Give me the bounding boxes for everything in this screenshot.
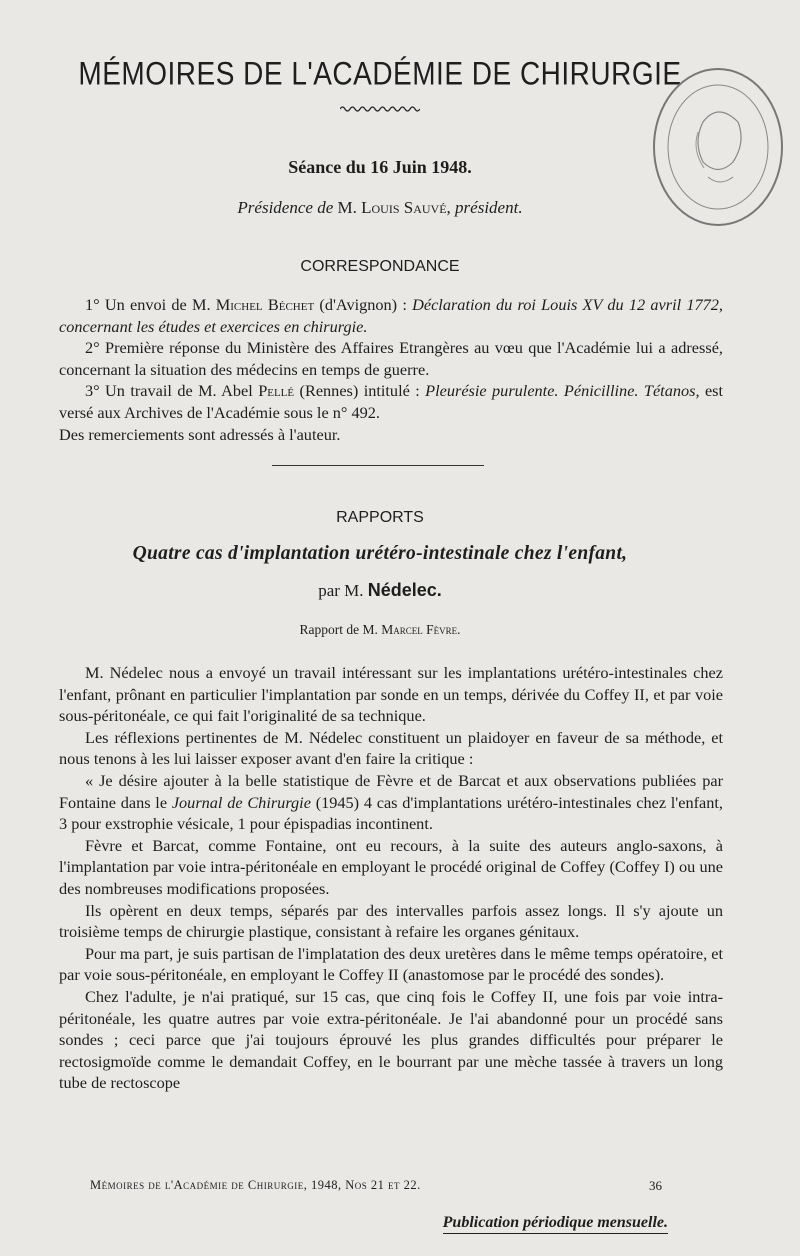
- section-heading-correspondance: CORRESPONDANCE: [300, 258, 460, 275]
- rapporteur-line: [0, 622, 760, 638]
- body-paragraph: Chez l'adulte, je n'ai pratiqué, sur 15 cas, que cinq fois le Coffey II, une fois par voie intra-péritonéale, les quatre autres par voie extra-péritonéale. Je l'ai abandonné pour un procédé sans sondes ; ceci parce que j'ai toujours éprouvé les plus grandes difficultés pour préparer le rectosigmoïde comme le demandait Coffey, en le bourrant par une mèche tassée à travers un long tube de rectoscope: [59, 986, 723, 1093]
- item-name: Michel Béchet: [215, 295, 315, 314]
- paragraph-segment: « Je désire ajouter à la belle statistique de Fèvre et de Barcat et aux observations publiées par Fontaine dans le: [59, 770, 723, 812]
- body-paragraph: Fèvre et Barcat, comme Fontaine, ont eu recours, à la suite des auteurs anglo-saxons, à l'implantation par voie intra-péritonéale en employant le procédé original de Coffey (Coffey I) ou une des nombreuses modifications proposées.: [59, 835, 723, 898]
- author-prefix: par M.: [318, 581, 364, 600]
- journal-title: MÉMOIRES DE L'ACADÉMIE DE CHIRURGIE: [78, 55, 682, 92]
- rapporteur-name: Marcel Fèvre.: [381, 622, 461, 637]
- author-line: [0, 580, 760, 601]
- item-mid: (Rennes) intitulé :: [299, 381, 420, 401]
- page-footer: [90, 1178, 670, 1193]
- body-paragraph: [59, 770, 723, 835]
- body-paragraph: Pour ma part, je suis partisan de l'implatation des deux uretères dans le même temps opératoire, et par voie sous-péritonéale, en employant le Coffey II (anastomose par le procédé des sondes).: [59, 943, 723, 985]
- correspondance-item: [59, 294, 723, 337]
- body-paragraph: Ils opèrent en deux temps, séparés par des intervalles parfois assez longs. Il s'y ajoute un troisième temps de chirurgie plastique, consistant à refaire les organes génitaux.: [59, 900, 723, 942]
- presidency-suffix: président.: [455, 198, 523, 217]
- item-name: Pellé: [258, 381, 295, 401]
- correspondance-item: [59, 337, 723, 380]
- item-tail: est versé aux Archives de l'Académie sous le n° 492.: [59, 381, 724, 422]
- section-heading-rapports: RAPPORTS: [336, 509, 424, 526]
- author-name: Nédelec.: [367, 580, 442, 600]
- paragraph-segment: (1945) 4 cas d'implantations urétéro-intestinales chez l'enfant, 3 pour exstrophie vésicale, 1 pour épispadias incontinent.: [59, 792, 723, 834]
- wavy-ornament: [340, 104, 420, 114]
- thanks-line: Des remerciements sont adressés à l'auteur.: [59, 424, 341, 444]
- session-date: Séance du 16 Juin 1948.: [288, 157, 472, 177]
- item-title: Pleurésie purulente. Pénicilline. Tétanos,: [425, 381, 700, 401]
- presidency-title: M.: [337, 198, 357, 217]
- section-divider: [272, 465, 484, 466]
- presidency-line: Présidence de M. Louis Sauvé, président.: [237, 198, 523, 217]
- item-mid: (d'Avignon) :: [319, 295, 407, 314]
- footer-citation: Mémoires de l'Académie de Chirurgie, 1948, Nos 21 et 22.: [90, 1178, 421, 1192]
- body-paragraph: M. Nédelec nous a envoyé un travail intéressant sur les implantations urétéro-intestinales chez l'enfant, prônant en particulier l'implantation par sonde en un temps, dérivée du Coffey II, et par voie sous-péritonéale, ce qui fait l'originalité de sa technique.: [59, 663, 723, 726]
- article-title: Quatre cas d'implantation urétéro-intestinale chez l'enfant,: [132, 543, 628, 564]
- page-number: 36: [649, 1178, 662, 1193]
- item-title: Déclaration du roi Louis XV du 12 avril 1772, concernant les études et exercices en chirurgie.: [59, 295, 723, 336]
- journal-name: Journal de Chirurgie: [171, 792, 311, 812]
- president-name: Louis Sauvé: [361, 198, 447, 217]
- body-paragraph: Les réflexions pertinentes de M. Nédelec constituent un plaidoyer en faveur de sa méthode, et nous tenons à les lui laisser exposer avant d'en faire la critique :: [59, 727, 723, 769]
- item-lead: 1° Un envoi de M.: [85, 295, 211, 314]
- correspondance-item: [59, 380, 723, 423]
- publication-note: Publication périodique mensuelle.: [443, 1214, 668, 1234]
- rapporteur-prefix: Rapport de M.: [299, 622, 378, 637]
- item-lead: 3° Un travail de M. Abel: [85, 381, 253, 401]
- correspondance-list: [59, 294, 723, 445]
- item-lead: 2° Première réponse du Ministère des Affaires Etrangères au vœu que l'Académie lui a adressé, concernant la situation des médecins en temps de guerre.: [59, 338, 723, 379]
- presidency-prefix: Présidence de: [237, 198, 334, 217]
- article-body: [59, 662, 723, 1094]
